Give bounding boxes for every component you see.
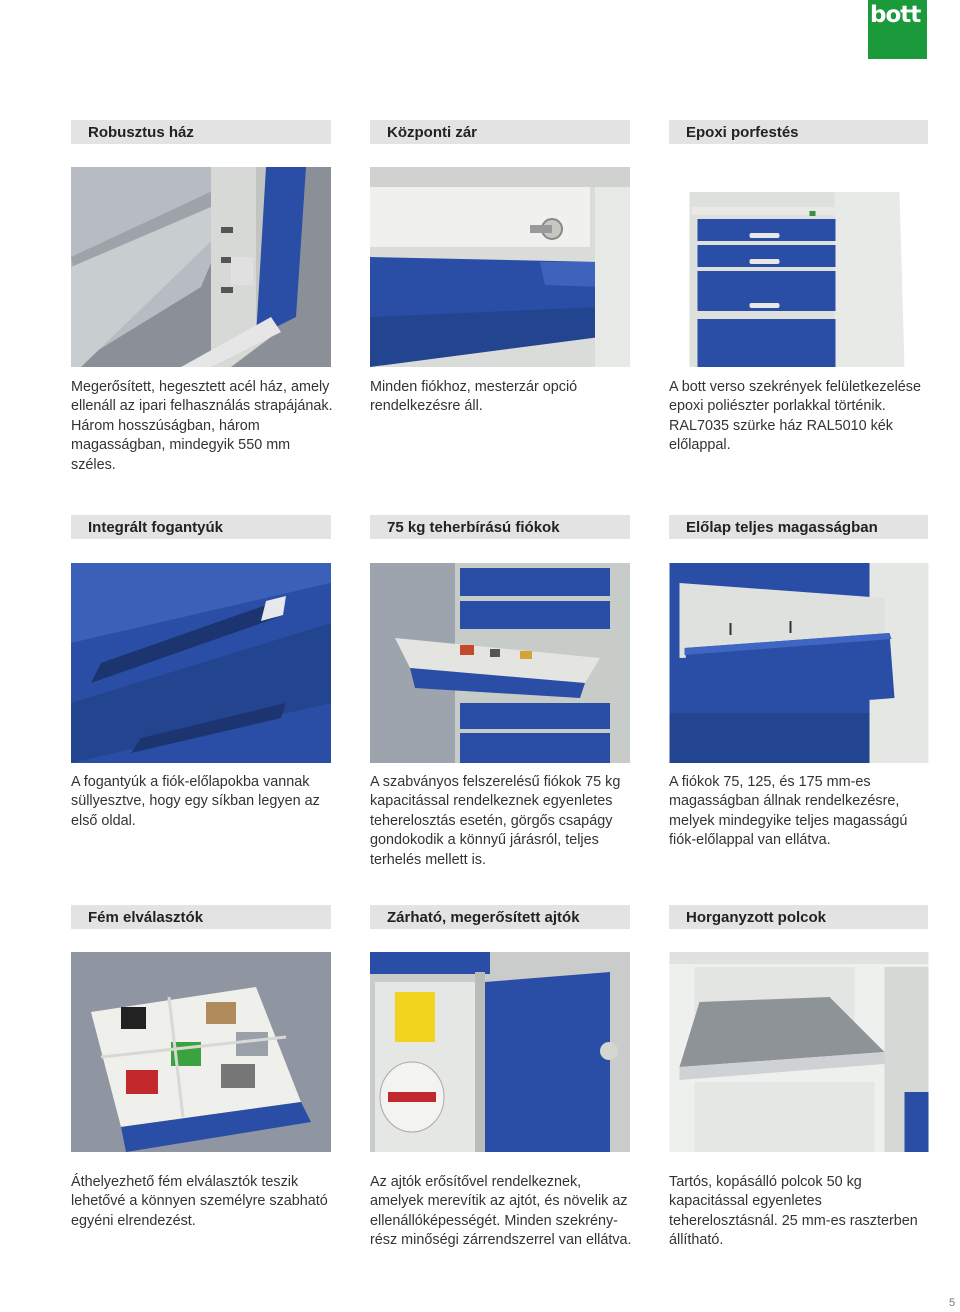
photo-robust-housing	[71, 167, 331, 367]
feature-text-full-height-front: A fiókok 75, 125, és 175 mm-es magasságban állnak rendelkezésre, melyek mindegyike teljes magasságú fiók-előlappal van ellátva.	[669, 774, 908, 849]
feature-text-galvanized-shelves: Tartós, kopásálló polcok 50 kg kapacitással egyenletes teherelosztásnál. 25 mm-es raszterben állítható.	[669, 1174, 918, 1249]
feature-text-lockable-doors: Az ajtók erősítővel rendelkeznek, amelyek merevítik az ajtót, és növelik az ellenállóképességét. Minden szekrény-rész minőségi zárrendszerrel van ellátva.	[370, 1174, 632, 1249]
page-number: 5	[949, 1297, 956, 1309]
feature-header-galvanized-shelves: Horganyzott polcok	[669, 905, 928, 929]
feature-text-metal-dividers: Áthelyezhető fém elválasztók teszik lehetővé a könnyen személyre szabható egyéni elrendezést.	[71, 1174, 328, 1229]
feature-header-metal-dividers: Fém elválasztók	[71, 905, 331, 929]
photo-central-lock	[370, 167, 630, 367]
photo-integrated-handles	[71, 563, 331, 763]
photo-galvanized-shelves	[669, 952, 929, 1152]
feature-text-epoxy-coating: A bott verso szekrények felületkezelése epoxi poliészter porlakkal történik. RAL7035 szürke ház RAL5010 kék előlappal.	[669, 379, 921, 454]
feature-text-75kg-drawers: A szabványos felszerelésű fiókok 75 kg kapacitással rendelkeznek egyenletes teherelosztás esetén, görgős csapágy gondokodik a könnyű járásról, teljes terhelés mellett is.	[370, 774, 621, 868]
feature-header-robust-housing: Robusztus ház	[71, 120, 331, 144]
feature-header-75kg-drawers: 75 kg teherbírású fiókok	[370, 515, 630, 539]
feature-header-epoxy-coating: Epoxi porfestés	[669, 120, 928, 144]
photo-full-height-front	[669, 563, 929, 763]
feature-header-integrated-handles: Integrált fogantyúk	[71, 515, 331, 539]
feature-header-full-height-front: Előlap teljes magasságban	[669, 515, 928, 539]
feature-text-robust-housing: Megerősített, hegesztett acél ház, amely ellenáll az ipari felhasználás strapájának. Három hosszúságban, három magasságban, mindegyik 550 mm széles.	[71, 379, 333, 473]
photo-epoxy-coating	[669, 167, 929, 367]
photo-75kg-drawers	[370, 563, 630, 763]
photo-metal-dividers	[71, 952, 331, 1152]
feature-text-integrated-handles: A fogantyúk a fiók-előlapokba vannak süllyesztve, hogy egy síkban legyen az első oldal.	[71, 774, 320, 829]
photo-lockable-doors	[370, 952, 630, 1152]
bott-logo: bott	[868, 0, 927, 59]
feature-text-central-lock: Minden fiókhoz, mesterzár opció rendelkezésre áll.	[370, 379, 578, 415]
feature-header-central-lock: Központi zár	[370, 120, 630, 144]
feature-header-lockable-doors: Zárható, megerősített ajtók	[370, 905, 630, 929]
